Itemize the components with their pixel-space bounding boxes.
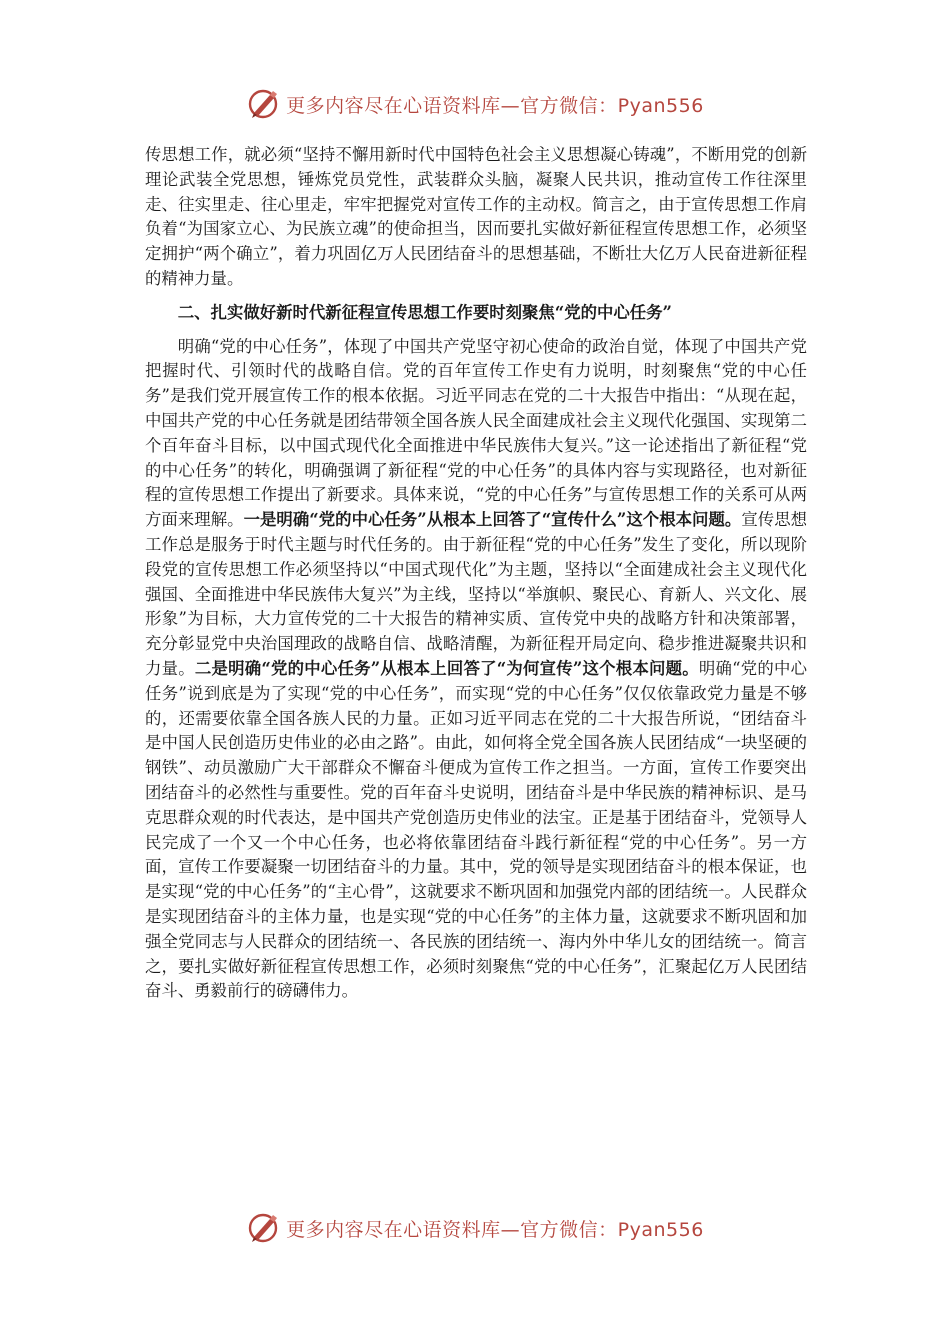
bold-point-two: 二是明确“党的中心任务”从根本上回答了“为何宣传”这个根本问题。: [194, 658, 699, 678]
pen-logo-icon: [246, 1210, 282, 1246]
header-banner: [0, 84, 950, 124]
footer-banner: [0, 1208, 950, 1248]
pen-logo-icon: [246, 86, 282, 122]
paragraph-main: [145, 335, 807, 1005]
bold-point-one: 一是明确“党的中心任务”从根本上回答了“宣传什么”这个根本问题。: [243, 510, 742, 530]
text-segment: 明确“党的中心任务”说到底是为了实现“党的中心任务”，而实现“党的中心任务”仅仅依靠政党力量是不够的，还需要依靠全国各族人民的力量。正如习近平同志在党的二十大报告所说，“团结奋斗是中国人民创造历史伟业的必由之路”。由此，如何将全党全国各族人民团结成“一块坚硬的钢铁”、动员激励广大干部群众不懈奋斗便成为宣传工作之担当。一方面，宣传工作要突出团结奋斗的必然性与重要性。党的百年奋斗史说明，团结奋斗是中华民族的精神标识、是马克思群众观的时代表达，是中国共产党创造历史伟业的法宝。正是基于团结奋斗，党领导人民完成了一个又一个中心任务，也必将依靠团结奋斗践行新征程“党的中心任务”。另一方面，宣传工作要凝聚一切团结奋斗的力量。其中，党的领导是实现团结奋斗的根本保证，也是实现“党的中心任务”的“主心骨”，这就要求不断巩固和加强党内部的团结统一。人民群众是实现团结奋斗的主体力量，也是实现“党的中心任务”的主体力量，这就要求不断巩固和加强全党同志与人民群众的团结统一、各民族的团结统一、海内外中华儿女的团结统一。简言之，要扎实做好新征程宣传思想工作，必须时刻聚焦“党的中心任务”，汇聚起亿万人民团结奋斗、勇毅前行的磅礴伟力。: [145, 658, 807, 1001]
paragraph-continuation: 传思想工作，就必须“坚持不懈用新时代中国特色社会主义思想凝心铸魂”，不断用党的创新理论武装全党思想，锤炼党员党性，武装群众头脑，凝聚人民共识，推动宣传工作往深里走、往实里走、往心里走，牢牢把握党对宣传工作的主动权。简言之，由于宣传思想工作肩负着“为国家立心、为民族立魂”的使命担当，因而要扎实做好新征程宣传思想工作，必须坚定拥护“两个确立”，着力巩固亿万人民团结奋斗的思想基础，不断壮大亿万人民奋进新征程的精神力量。: [145, 145, 807, 288]
text-segment: 宣传思想工作总是服务于时代主题与时代任务的。由于新征程“党的中心任务”发生了变化，所以现阶段党的宣传思想工作必须坚持以“中国式现代化”为主题，坚持以“全面建成社会主义现代化强国、全面推进中华民族伟大复兴”为主线，坚持以“举旗帜、聚民心、育新人、兴文化、展形象”为目标，大力宣传党的二十大报告的精神实质、宣传党中央的战略方针和决策部署，充分彰显党中央治国理政的战略自信、战略清醒，为新征程开局定向、稳步推进凝聚共识和力量。: [145, 510, 808, 678]
text-segment: 明确“党的中心任务”，体现了中国共产党坚守初心使命的政治自觉，体现了中国共产党把握时代、引领时代的战略自信。党的百年宣传工作史有力说明，时刻聚焦“党的中心任务”是我们党开展宣传工作的根本依据。习近平同志在党的二十大报告中指出：“从现在起，中国共产党的中心任务就是团结带领全国各族人民全面建成社会主义现代化强国、实现第二个百年奋斗目标，以中国式现代化全面推进中华民族伟大复兴。”这一论述指出了新征程“党的中心任务”的转化，明确强调了新征程“党的中心任务”的具体内容与实现路径，也对新征程的宣传思想工作提出了新要求。具体来说，“党的中心任务”与宣传思想工作的关系可从两方面来理解。: [145, 336, 807, 530]
article-body: [145, 143, 807, 1004]
banner-text: 更多内容尽在心语资料库—官方微信：Pyan556: [286, 94, 704, 117]
banner-text: 更多内容尽在心语资料库—官方微信：Pyan556: [286, 1218, 704, 1241]
section-heading: 二、扎实做好新时代新征程宣传思想工作要时刻聚焦“党的中心任务”: [177, 302, 672, 322]
